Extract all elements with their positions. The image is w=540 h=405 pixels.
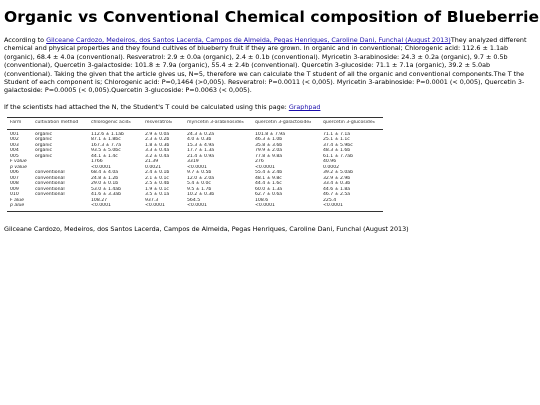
- data-table-body: [7, 132, 383, 209]
- table-cell: 010: [10, 192, 19, 198]
- data-table-figure: [7, 117, 383, 212]
- table-cell: 2.5 ± 0.4b: [145, 181, 170, 187]
- table-cell: 35.8 ± 3.6b: [255, 142, 283, 148]
- table-cell: <0.0001: [91, 164, 111, 170]
- graphpad-paragraph: [4, 103, 536, 111]
- table-cell: 10.2 ± 0.3b: [187, 192, 215, 198]
- table-cell: <0.0001: [255, 203, 275, 209]
- table-cell: 5.4 ± 0.0c: [187, 181, 211, 187]
- table-cell: 008: [10, 181, 19, 187]
- table-header-row: [7, 120, 383, 126]
- intro-prefix: According to: [4, 36, 47, 44]
- table-cell: 17.7 ± 1.3a: [187, 148, 215, 154]
- table-cell: 004: [10, 148, 19, 154]
- table-cell: <0.0001: [187, 164, 207, 170]
- table-cell: 0.0021: [145, 164, 162, 170]
- table-cell: 006: [10, 170, 19, 176]
- table-cell: 4.0 ± 0.3b: [187, 137, 212, 143]
- table-cell: <0.0001: [187, 203, 207, 209]
- table-cell: 167.3 ± 7.7a: [91, 142, 122, 148]
- table-cell: 007: [10, 175, 19, 181]
- table-cell: 61.1 ± 7.7ab: [323, 153, 354, 159]
- table-cell: 71.1 ± 7.1a: [323, 131, 351, 137]
- table-cell: 29.0 ± 0.1b: [91, 181, 119, 187]
- table-row: [7, 181, 383, 187]
- table-row: [7, 170, 383, 176]
- table-cell: 108.27: [91, 197, 108, 203]
- table-header-cell: quercetin 3-glucoside$^a$: [323, 120, 375, 126]
- table-cell: <0.0001: [145, 203, 165, 209]
- table-cell: 0.0002: [323, 164, 340, 170]
- table-cell: 40.96: [323, 159, 337, 165]
- table-cell: F alue: [10, 197, 24, 203]
- table-cell: 225.4: [323, 197, 337, 203]
- table-cell: 46.7 ± 2.5a: [323, 192, 351, 198]
- intro-paragraph: [4, 36, 536, 95]
- table-cell: 009: [10, 186, 19, 192]
- table-cell: 2.1 ± 0.1c: [145, 175, 169, 181]
- table-header-rule: [7, 129, 383, 130]
- table-cell: F value: [10, 159, 27, 165]
- table-cell: 12.0 ± 2.0a: [187, 175, 215, 181]
- table-cell: 79.9 ± 2.0a: [255, 148, 283, 154]
- table-cell: 24.8 ± 1.2b: [91, 175, 119, 181]
- data-table: [7, 120, 383, 126]
- table-cell: <0.0001: [255, 164, 275, 170]
- table-header-cell: chlorogenic acid$^a$: [91, 120, 131, 126]
- table-row: [7, 203, 383, 209]
- source-link[interactable]: Gilceane Cardozo, Medeiros, dos Santos Lacerda, Campos de Almeida, Pegas Henriques, Caroline Dani, Funchal (August 2013): [46, 36, 451, 44]
- table-cell: conventional: [35, 192, 65, 198]
- table-cell: 112.6 ± 1.1ab: [91, 131, 124, 137]
- table-cell: 276: [255, 159, 264, 165]
- table-header-cell: Farm: [10, 120, 22, 126]
- table-cell: [35, 203, 91, 209]
- table-cell: 3.5 ± 0.1a: [145, 192, 170, 198]
- table-cell: 3.2 ± 0.4a: [145, 153, 170, 159]
- table-cell: 44.6 ± 1.8a: [323, 186, 351, 192]
- table-cell: 9.5 ± 1.7b: [187, 186, 212, 192]
- table-cell: 001: [10, 131, 19, 137]
- table-cell: conventional: [35, 186, 65, 192]
- table-cell: 21.4 ± 0.9a: [187, 153, 215, 159]
- table-cell: 108.6: [255, 197, 269, 203]
- table-cell: 9.7 ± 0.5b: [187, 170, 212, 176]
- citation: Gilceane Cardozo, Medeiros, dos Santos Lacerda, Campos de Almeida, Pegas Henriques, Caroline Dani, Funchal (August 2013): [4, 224, 409, 233]
- table-cell: 1.8 ± 0.3b: [145, 142, 170, 148]
- table-cell: 15.3 ± 4.9a: [187, 142, 215, 148]
- table-cell: organic: [35, 131, 53, 137]
- table-cell: 44.1 ± 1.4c: [91, 153, 118, 159]
- table-cell: 2.3 ± 0.2b: [145, 137, 170, 143]
- table-top-rule: [7, 117, 383, 118]
- table-cell: 48.3 ± 1.6b: [323, 148, 351, 154]
- table-cell: 24.3 ± 0.2a: [187, 131, 215, 137]
- table-cell: 55.4 ± 2.4b: [255, 170, 283, 176]
- table-cell: 68.4 ± 4.0a: [91, 170, 119, 176]
- table-header-cell: resveratrol$^a$: [145, 120, 172, 126]
- table-cell: 937.3: [145, 197, 159, 203]
- table-cell: 53.0 ± 1.4ab: [91, 186, 122, 192]
- table-cell: 2.9 ± 0.0a: [145, 131, 170, 137]
- table-cell: 25.1 ± 1.1c: [323, 137, 350, 143]
- table-cell: 003: [10, 142, 19, 148]
- page-title: Organic vs Conventional Chemical composition of Blueberrie: [4, 8, 540, 26]
- table-cell: conventional: [35, 181, 65, 187]
- table-cell: 93.5 ± 5.0bc: [91, 148, 121, 154]
- table-cell: 3319: [187, 159, 199, 165]
- table-cell: 39.2 ± 5.0ab: [323, 170, 354, 176]
- table-header-cell: cultivation method: [35, 120, 79, 126]
- table-cell: organic: [35, 153, 53, 159]
- table-row: [7, 192, 383, 198]
- table-cell: 37.4 ± 5.9bc: [323, 142, 353, 148]
- table-cell: <0.0001: [323, 203, 343, 209]
- table-cell: 1.9 ± 0.1c: [145, 186, 169, 192]
- table-cell: 002: [10, 137, 19, 143]
- table-cell: 2.4 ± 0.1b: [145, 170, 170, 176]
- intro-text: They analyzed different chemical and physical properties and they found cultives of blueberry fruit if they are grown. In organic and in conventional; Chlorogenic acid: 112.6 ± 1.1ab (organic), 68.4 ± 4.0a (conventional). Resveratrol: 2.9 ± 0.0a (organic), 2.4 ± 0.1b (conventional). Myricetin 3-arabinoside: 24.3 ± 0.2a (organic), 9.7 ± 0.5b (conventional), Quercetin 3-galactoside: 101.8 ± 7.9a (organic), 55.4 ± 2.4b (conventional). Quercetin 3-glucoside: 71.1 ± 7.1a (organic), 39.2 ± 5.0ab (conventional). Taking the given that the article gives us, N=5, therefore we can calculate the T student of all the organic and conventional components.The T the Student of each component is; Chlorogenic acid: P=0,1464 (>0,005). Resveratrol: P=0.0011 (< 0,005). Myricetin 3-arabinoside: P=0.0001 (< 0,005), Quercetin 3-galactoside: P=0.0005 (< 0,005).Quercetin 3-glucoside: P=0.0063 (< 0,005).: [4, 36, 527, 95]
- table-bottom-rule: [7, 211, 383, 212]
- table-cell: 1766: [91, 159, 103, 165]
- table-cell: 33.4 ± 0.3b: [323, 181, 351, 187]
- graphpad-text: If the scientists had attached the N, the Student's T could be calculated using this page:: [4, 102, 289, 111]
- table-cell: 46.3 ± 1.0b: [255, 137, 283, 143]
- table-cell: 62.7 ± 0.6a: [255, 192, 283, 198]
- table-cell: 3.3 ± 0.4a: [145, 148, 170, 154]
- table-cell: 44.4 ± 1.6c: [255, 181, 282, 187]
- table-cell: 21.39: [145, 159, 159, 165]
- table-header-cell: myricetin 3-arabinoside$^a$: [187, 120, 244, 126]
- table-cell: organic: [35, 142, 53, 148]
- table-cell: conventional: [35, 175, 65, 181]
- table-cell: 41.6 ± 3.3ab: [91, 192, 122, 198]
- table-cell: 87.1 ± 1.8bc: [91, 137, 121, 143]
- table-cell: 32.9 ± 2.9b: [323, 175, 351, 181]
- page: [4, 8, 540, 233]
- table-cell: 60.0 ± 1.3a: [255, 186, 283, 192]
- table-cell: 48.1 ± 9.8c: [255, 175, 282, 181]
- graphpad-link[interactable]: Graphpad: [288, 102, 321, 111]
- table-cell: 005: [10, 153, 19, 159]
- table-cell: organic: [35, 137, 53, 143]
- table-cell: 77.8 ± 9.8a: [255, 153, 283, 159]
- table-cell: p alue: [10, 203, 25, 209]
- table-cell: organic: [35, 148, 53, 154]
- table-cell: p value: [10, 164, 27, 170]
- table-cell: 564.5: [187, 197, 201, 203]
- table-header-cell: quercetin 3-galactoside$^a$: [255, 120, 312, 126]
- table-cell: conventional: [35, 170, 65, 176]
- table-cell: 101.8 ± 7.9a: [255, 131, 286, 137]
- table-cell: <0.0001: [91, 203, 111, 209]
